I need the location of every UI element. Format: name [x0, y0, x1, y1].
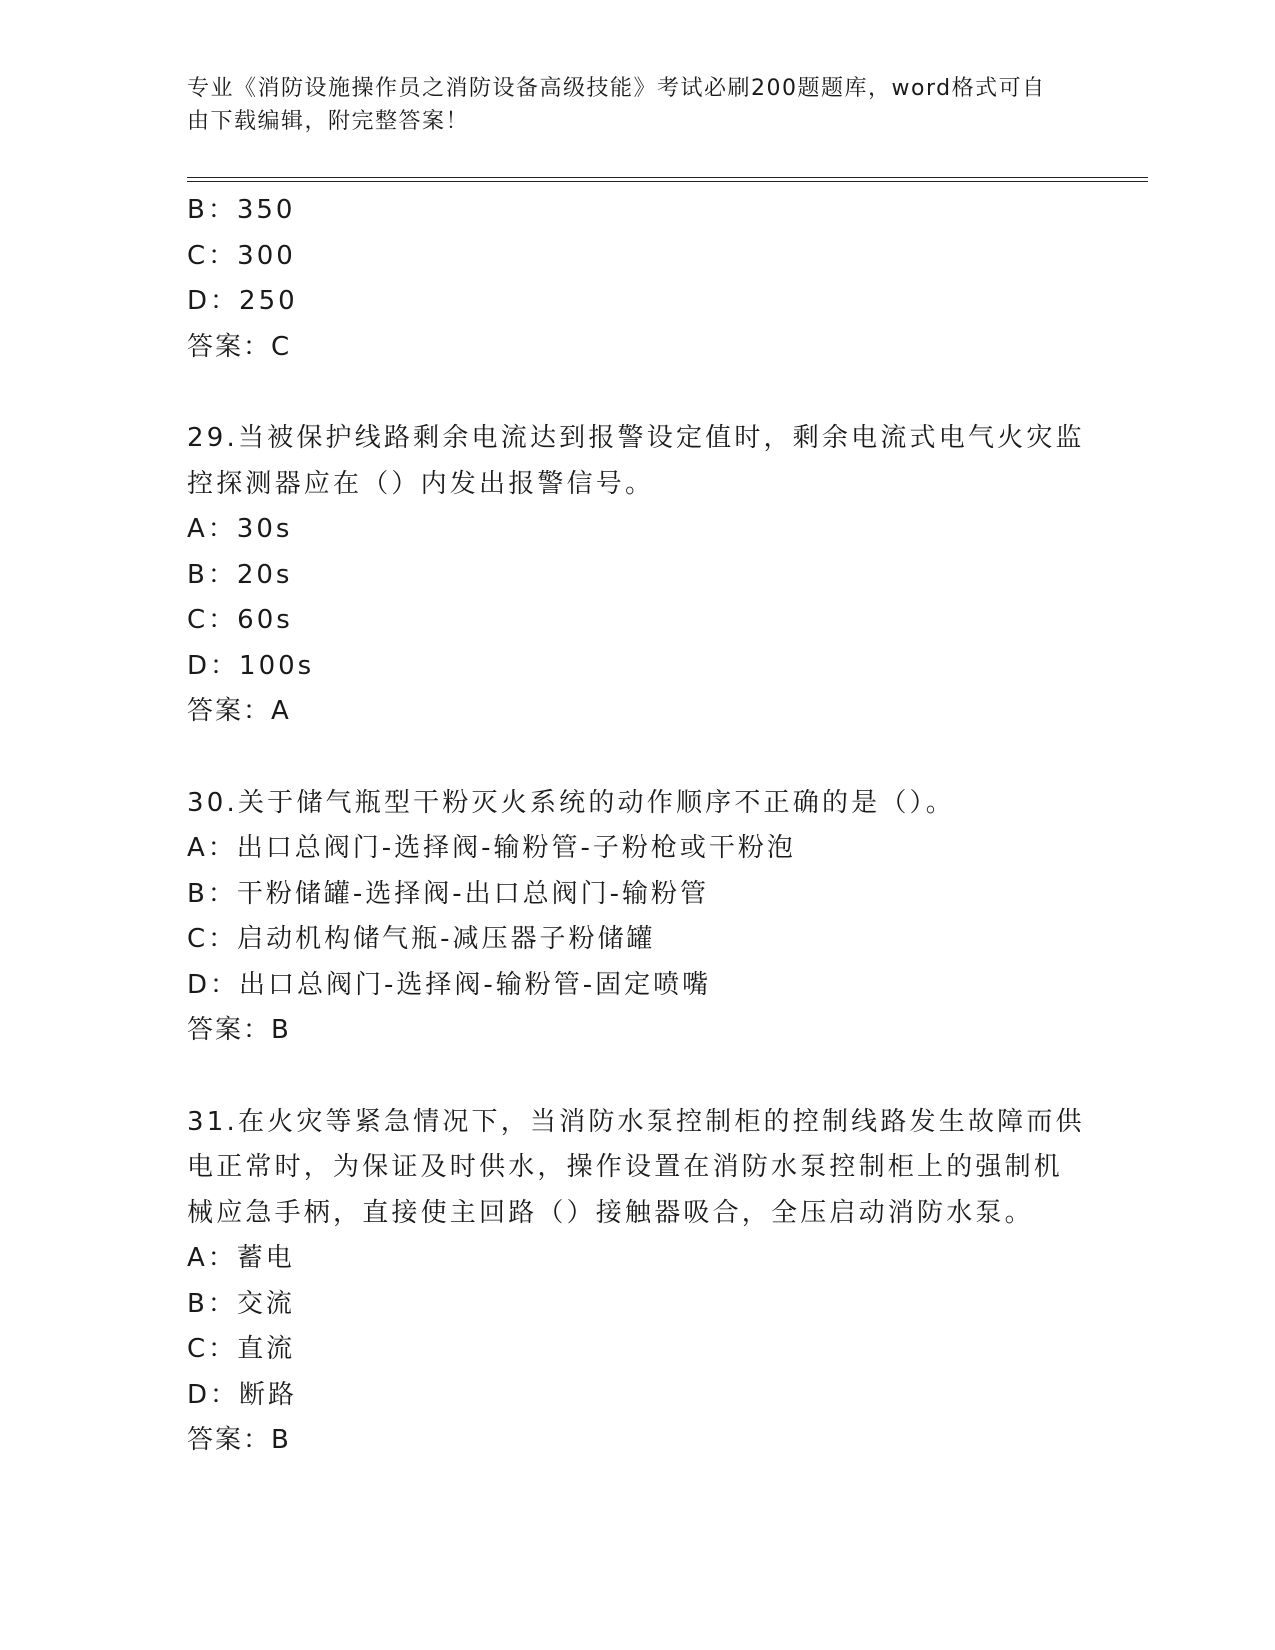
option-b: B：干粉储罐-选择阀-出口总阀门-输粉管 — [187, 878, 709, 909]
option-b: B：20s — [187, 559, 293, 590]
option-b: B：350 — [187, 195, 296, 225]
question-list — [187, 188, 1087, 1464]
header-double-rule — [187, 177, 1148, 182]
question-block-31 — [187, 1100, 1087, 1464]
option-d: D：250 — [187, 286, 298, 316]
answer-line: 答案：C — [187, 331, 292, 362]
question-stem: 31.在火灾等紧急情况下，当消防水泵控制柜的控制线路发生故障而供电正常时，为保证及时供水，操作设置在消防水泵控制柜上的强制机械应急手柄，直接使主回路（）接触器吸合，全压启动消防水泵。 — [187, 1106, 1085, 1228]
question-stem: 29.当被保护线路剩余电流达到报警设定值时，剩余电流式电气火灾监控探测器应在（）内发出报警信号。 — [187, 423, 1085, 499]
option-a: A：蓄电 — [187, 1243, 295, 1273]
option-b: B：交流 — [187, 1288, 295, 1319]
option-d: D：100s — [187, 650, 315, 681]
page-header: 专业《消防设施操作员之消防设备高级技能》考试必刷200题题库，word格式可自由下载编辑，附完整答案！ — [187, 76, 1046, 134]
spacer — [187, 735, 1087, 781]
question-block-28 — [187, 188, 1087, 370]
spacer — [187, 1054, 1087, 1100]
option-c: C：60s — [187, 605, 293, 635]
option-d: D：出口总阀门-选择阀-输粉管-固定喷嘴 — [187, 969, 712, 1000]
answer-line: 答案：A — [187, 696, 291, 726]
option-c: C：300 — [187, 240, 296, 271]
option-a: A：出口总阀门-选择阀-输粉管-子粉枪或干粉泡 — [187, 833, 796, 863]
answer-line: 答案：B — [187, 1015, 291, 1045]
option-c: C：直流 — [187, 1334, 296, 1364]
question-stem: 30.关于储气瓶型干粉灭火系统的动作顺序不正确的是（）。 — [187, 787, 955, 818]
option-d: D：断路 — [187, 1379, 298, 1410]
option-c: C：启动机构储气瓶-减压器子粉储罐 — [187, 924, 656, 954]
question-block-30 — [187, 781, 1087, 1054]
spacer — [187, 370, 1087, 416]
question-block-29 — [187, 416, 1087, 735]
answer-line: 答案：B — [187, 1425, 291, 1455]
option-a: A：30s — [187, 514, 293, 544]
